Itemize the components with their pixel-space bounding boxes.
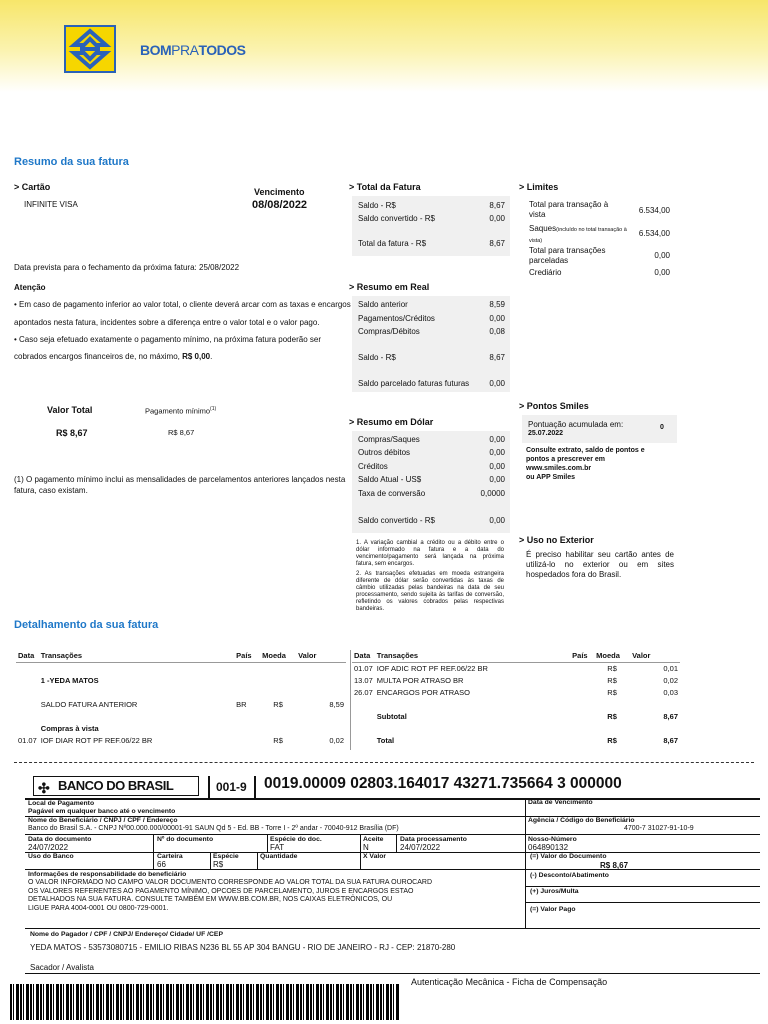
cell-desc	[39, 662, 234, 674]
grid-line	[210, 852, 211, 869]
cell-data	[16, 710, 39, 722]
resumo-real-value: 8,67	[489, 353, 505, 362]
limite-label: Total para transação à vista	[529, 200, 609, 219]
local-pagamento-value: Pagável em qualquer banco até o vencimento	[28, 808, 176, 815]
especie-doc-label: Espécie do doc.	[270, 836, 322, 843]
uso-banco-label: Uso do Banco	[28, 853, 74, 860]
pagamento-minimo-value: R$ 8,67	[168, 428, 195, 437]
informacoes-text: O VALOR INFORMADO NO CAMPO VALOR DOCUMENTO CORRESPONDE AO VALOR TOTAL DA SUA FATURA OUROCARD OS VALORES REFERENTES AO PAGAMENTO MÍNIMO, OPCOES DE PARCELAMENTO, JUROS E ENCARGOS ESTAO DETALHADOS NA SUA FATURA. CONSULTE TAMBÉM EM WWW.BB.COM.BR, NOS CAIXAS ELETRÔNICOS, OU LIGUE PARA 4004-0001 OU 0800-729-0001.	[28, 879, 432, 912]
col-header: País	[234, 650, 260, 662]
cell-valor: 8,59	[329, 699, 344, 709]
table-row	[352, 674, 680, 686]
table-row	[352, 722, 680, 734]
pagamento-minimo-label: Pagamento mínimo$^{(1)}$	[145, 406, 217, 416]
dolar-note: 2. As transações efetuadas em moeda estrangeira diferente de dólar serão convertidas às taxas de câmbio utilizadas pelas bandeiras na data de seu processamento, sendo sujeita às tarifas de conversão, refletindo os valores cobrados pelas respectivas bandeiras.	[356, 571, 504, 612]
cell-moeda	[260, 722, 296, 734]
data-documento-value: 24/07/2022	[28, 843, 69, 852]
cell-desc: Compras à vista	[40, 723, 99, 733]
cell-moeda	[594, 698, 630, 710]
total-fatura-value: 8,67	[489, 201, 505, 210]
cell-desc: SALDO FATURA ANTERIOR	[40, 699, 138, 709]
cell-moeda: R$	[607, 663, 617, 673]
autenticacao-label: Autenticação Mecânica - Ficha de Compensação	[411, 977, 608, 987]
cell-moeda	[260, 662, 296, 674]
data-processamento-label: Data processamento	[400, 836, 467, 843]
vencimento-boleto-label: Data de Vencimento	[528, 799, 593, 806]
brand-wordmark: BOMPRATODOS	[140, 42, 246, 58]
total-fatura-title: > Total da Fatura	[349, 182, 421, 192]
resumo-real-value: 8,59	[489, 300, 505, 309]
smiles-pontuacao-label: Pontuação acumulada em:	[528, 420, 624, 429]
especie-doc-value: FAT	[270, 843, 285, 852]
valor-documento-value: R$ 8,67	[600, 861, 629, 870]
resumo-real-label: Pagamentos/Créditos	[358, 314, 435, 323]
table-row	[352, 686, 680, 698]
cell-data: 13.07	[354, 675, 373, 685]
beneficiario-value: Banco do Brasil S.A. - CNPJ Nº00.000.000/00001-91 SAUN Qd 5 - Ed. BB - Torre I - 2º andar - 70040-912 Brasília (DF)	[28, 825, 399, 832]
table-row	[16, 686, 346, 698]
resumo-dolar-label: Créditos	[358, 462, 388, 471]
table-row	[352, 662, 680, 674]
cartao-value: INFINITE VISA	[24, 200, 78, 209]
cell-pais	[234, 710, 260, 722]
cell-desc: Subtotal	[376, 711, 407, 721]
aceite-value: N	[363, 843, 369, 852]
grid-line	[396, 834, 397, 852]
bb-logo-icon	[66, 27, 114, 71]
grid-line	[25, 973, 760, 974]
cell-data	[16, 722, 39, 734]
limite-value: 0,00	[654, 268, 670, 277]
cell-valor	[630, 698, 680, 710]
agencia-label: Agência / Código do Beneficiário	[528, 817, 635, 824]
cell-moeda	[594, 722, 630, 734]
cell-moeda: R$	[273, 699, 283, 709]
valor-total-label: Valor Total	[47, 405, 93, 415]
cell-valor	[296, 710, 346, 722]
data-prevista: Data prevista para o fechamento da próxima fatura: 25/08/2022	[14, 263, 240, 272]
limite-label: Saques(incluído no total transação à vista)	[529, 224, 627, 244]
col-header: Valor	[296, 650, 346, 662]
col-header: Data	[352, 650, 375, 662]
valor-pago-label: (=) Valor Pago	[530, 906, 576, 913]
cell-data	[16, 698, 39, 710]
cell-pais	[234, 674, 260, 686]
cell-data	[352, 710, 375, 722]
cell-valor	[296, 674, 346, 686]
grid-line	[360, 834, 361, 869]
cartao-label: > Cartão	[14, 182, 51, 192]
table-row	[16, 674, 346, 686]
table-row	[16, 734, 346, 746]
col-header: Moeda	[260, 650, 296, 662]
linha-digitavel[interactable]: 0019.00009 02803.164017 43271.735664 3 000000	[264, 775, 622, 792]
bank-code: 001-9	[216, 780, 247, 794]
resumo-dolar-value: 0,00	[489, 435, 505, 444]
detalhamento-title: Detalhamento da sua fatura	[14, 619, 159, 631]
bank-logo: ✣ BANCO DO BRASIL	[33, 776, 199, 796]
cell-data	[352, 734, 375, 746]
cell-pais	[570, 710, 594, 722]
resumo-real-value: 0,08	[489, 327, 505, 336]
resumo-dolar-value: 0,00	[489, 475, 505, 484]
dolar-note: 1. A variação cambial a crédito ou a débito entre o dólar informado na fatura e a data do vencimento/pagamento será lançada na próxima fatura, sem encargos.	[356, 540, 504, 567]
resumo-dolar-value: 0,0000	[480, 489, 505, 498]
cell-moeda: R$	[607, 675, 617, 685]
total-fatura-label: Saldo - R$	[358, 201, 396, 210]
cell-moeda	[260, 710, 296, 722]
cell-data: 01.07	[18, 735, 37, 745]
cell-valor	[630, 722, 680, 734]
aceite-label: Aceite	[363, 836, 384, 843]
especie-label: Espécie	[213, 853, 239, 860]
cell-valor: 0,03	[663, 687, 678, 697]
cell-pais	[234, 734, 260, 746]
table-row	[16, 662, 346, 674]
resumo-real-label: Saldo anterior	[358, 300, 408, 309]
cell-valor: 8,67	[663, 711, 678, 721]
resumo-real-panel	[352, 296, 510, 392]
cell-desc	[39, 686, 234, 698]
atencao-line: cobrados encargos financeiros de, no máximo, R$ 0,00.	[14, 352, 213, 361]
grid-line	[525, 886, 760, 887]
cell-pais	[570, 734, 594, 746]
col-header: País	[570, 650, 594, 662]
resumo-dolar-label: Outros débitos	[358, 448, 411, 457]
cell-moeda: R$	[607, 735, 617, 745]
cell-valor: 0,01	[663, 663, 678, 673]
agencia-value: 4700-7 31027-91-10-9	[624, 825, 694, 832]
atencao-title: Atenção	[14, 283, 46, 292]
nota-pagamento-minimo: (1) O pagamento mínimo inclui as mensalidades de parcelamentos anteriores lançados nesta	[14, 475, 346, 484]
barcode	[10, 984, 400, 1020]
table-header-row	[352, 650, 680, 662]
cell-desc: IOF DIAR ROT PF REF.06/22 BR	[40, 735, 153, 745]
cell-data	[352, 698, 375, 710]
resumo-dolar-label: Compras/Saques	[358, 435, 420, 444]
grid-line	[525, 902, 760, 903]
sacador-label: Sacador / Avalista	[30, 963, 94, 972]
resumo-real-label: Saldo parcelado faturas futuras	[358, 379, 470, 388]
col-header: Valor	[630, 650, 680, 662]
atencao-line: apontados nesta fatura, incidentes sobre a diferença entre o valor total e o valor pago.	[14, 318, 320, 327]
col-header: Moeda	[594, 650, 630, 662]
resumo-title: Resumo da sua fatura	[14, 156, 129, 168]
nota-pagamento-minimo: fatura, caso existam.	[14, 486, 88, 495]
cell-moeda	[260, 674, 296, 686]
cell-desc: Total	[376, 735, 395, 745]
cell-data	[16, 674, 39, 686]
grid-line	[257, 852, 258, 869]
cell-data: 01.07	[354, 663, 373, 673]
atencao-line: • Em caso de pagamento inferior ao valor total, o cliente deverá arcar com as taxas e encargos	[14, 300, 351, 309]
exterior-text: É preciso habilitar seu cartão antes de utilizá-lo no exterior ou em sites hospedados fora do Brasil.	[526, 550, 674, 579]
col-header: Data	[16, 650, 39, 662]
data-processamento-value: 24/07/2022	[400, 843, 441, 852]
divider	[254, 776, 256, 798]
smiles-pontuacao-date: 25.07.2022	[528, 430, 564, 437]
total-fatura-value: 8,67	[489, 239, 505, 248]
smiles-title: > Pontos Smiles	[519, 401, 589, 411]
banco-do-brasil-logo	[64, 25, 116, 73]
bb-symbol-icon: ✣	[38, 780, 50, 796]
resumo-real-value: 0,00	[489, 314, 505, 323]
cell-valor	[296, 662, 346, 674]
resumo-dolar-label: Saldo convertido - R$	[358, 516, 435, 525]
cell-moeda: R$	[273, 735, 283, 745]
col-header: Transações	[375, 650, 570, 662]
resumo-dolar-label: Taxa de conversão	[358, 489, 426, 498]
cell-desc	[375, 698, 570, 710]
numero-documento-label: Nº do documento	[157, 836, 214, 843]
cell-pais	[234, 686, 260, 698]
juros-label: (+) Juros/Multa	[530, 888, 579, 895]
carteira-label: Carteira	[157, 853, 183, 860]
grid-line	[25, 798, 760, 800]
table-divider	[350, 650, 351, 750]
total-fatura-value: 0,00	[489, 214, 505, 223]
table-row	[352, 698, 680, 710]
limite-value: 0,00	[654, 251, 670, 260]
cell-pais: BR	[236, 699, 247, 709]
pagador-label: Nome do Pagador / CPF / CNPJ/ Endereço/ Cidade/ UF /CEP	[30, 931, 223, 938]
especie-value: R$	[213, 860, 224, 869]
cell-desc: MULTA POR ATRASO BR	[376, 675, 464, 685]
cell-pais	[234, 722, 260, 734]
local-pagamento-label: Local de Pagamento	[28, 800, 95, 807]
grid-line	[153, 834, 154, 869]
table-row	[16, 710, 346, 722]
limite-value: 6.534,00	[638, 206, 670, 215]
limite-label: Crediário	[529, 268, 562, 277]
resumo-dolar-value: 0,00	[489, 462, 505, 471]
limite-value: 6.534,00	[638, 229, 670, 238]
detalhamento-table-left	[16, 650, 346, 746]
table-header-row	[16, 650, 346, 662]
desconto-label: (-) Desconto/Abatimento	[530, 872, 609, 879]
pagador-value: YEDA MATOS - 53573080715 - EMILIO RIBAS N236 BL 55 AP 304 BANGU - RIO DE JANEIRO - RJ - CEP: 21870-280	[30, 943, 456, 952]
resumo-real-title: > Resumo em Real	[349, 282, 430, 292]
resumo-dolar-value: 0,00	[489, 516, 505, 525]
cell-data	[16, 662, 39, 674]
resumo-dolar-label: Saldo Atual - US$	[358, 475, 422, 484]
cut-line	[14, 762, 754, 763]
nosso-numero-label: Nosso-Número	[528, 836, 577, 843]
grid-line	[525, 798, 526, 928]
beneficiario-label: Nome do Beneficiário / CNPJ / CPF / Endereço	[28, 817, 178, 824]
data-documento-label: Data do documento	[28, 836, 92, 843]
cell-pais	[234, 662, 260, 674]
resumo-real-label: Saldo - R$	[358, 353, 396, 362]
resumo-real-label: Compras/Débitos	[358, 327, 420, 336]
table-row	[16, 722, 346, 734]
detalhamento-table-right	[352, 650, 680, 746]
cell-moeda: R$	[607, 711, 617, 721]
cell-desc	[375, 722, 570, 734]
divider	[208, 776, 210, 798]
valor-documento-label: (=) Valor do Documento	[530, 853, 607, 860]
cell-pais	[570, 722, 594, 734]
cell-moeda: R$	[607, 687, 617, 697]
cell-data: 26.07	[354, 687, 373, 697]
vencimento-value: 08/08/2022	[252, 199, 308, 211]
cell-moeda	[260, 686, 296, 698]
cell-desc	[39, 710, 234, 722]
table-row	[352, 710, 680, 722]
resumo-dolar-value: 0,00	[489, 448, 505, 457]
cell-pais	[570, 686, 594, 698]
cell-valor: 8,67	[663, 735, 678, 745]
limites-title: > Limites	[519, 182, 559, 192]
grid-line	[267, 834, 268, 852]
grid-line	[25, 869, 760, 870]
vencimento-label: Vencimento	[254, 187, 305, 197]
cell-data	[16, 686, 39, 698]
total-fatura-label: Total da fatura - R$	[358, 239, 427, 248]
grid-line	[25, 852, 760, 853]
smiles-pontuacao-value: 0	[660, 424, 664, 431]
cell-valor: 0,02	[329, 735, 344, 745]
table-row	[16, 698, 346, 710]
resumo-dolar-title: > Resumo em Dólar	[349, 417, 434, 427]
limite-label: Total para transações parceladas	[529, 246, 606, 265]
cell-pais	[570, 662, 594, 674]
valor-total-value: R$ 8,67	[56, 428, 88, 438]
cell-pais	[570, 698, 594, 710]
cell-desc: 1 -YEDA MATOS	[40, 675, 99, 685]
cell-valor	[296, 686, 346, 698]
grid-line	[25, 928, 760, 929]
carteira-value: 66	[157, 860, 166, 869]
smiles-consulte: Consulte extrato, saldo de pontos e pontos a prescrever em www.smiles.com.br ou APP Smiles	[526, 447, 645, 481]
cell-data	[352, 722, 375, 734]
total-fatura-label: Saldo convertido - R$	[358, 214, 435, 223]
nosso-numero-value: 064890132	[528, 843, 569, 852]
informacoes-label: Informações de responsabilidade do beneficiário	[28, 871, 187, 878]
exterior-title: > Uso no Exterior	[519, 535, 594, 545]
grid-line	[25, 834, 760, 835]
x-valor-label: X Valor	[363, 853, 387, 860]
resumo-real-value: 0,00	[489, 379, 505, 388]
col-header: Transações	[39, 650, 234, 662]
quantidade-label: Quantidade	[260, 853, 298, 860]
cell-desc: IOF ADIC ROT PF REF.06/22 BR	[376, 663, 488, 673]
atencao-line: • Caso seja efetuado exatamente o pagamento mínimo, na próxima fatura poderão ser	[14, 335, 321, 344]
cell-pais	[570, 674, 594, 686]
cell-valor: 0,02	[663, 675, 678, 685]
cell-desc: ENCARGOS POR ATRASO	[376, 687, 470, 697]
table-row	[352, 734, 680, 746]
cell-valor	[296, 722, 346, 734]
